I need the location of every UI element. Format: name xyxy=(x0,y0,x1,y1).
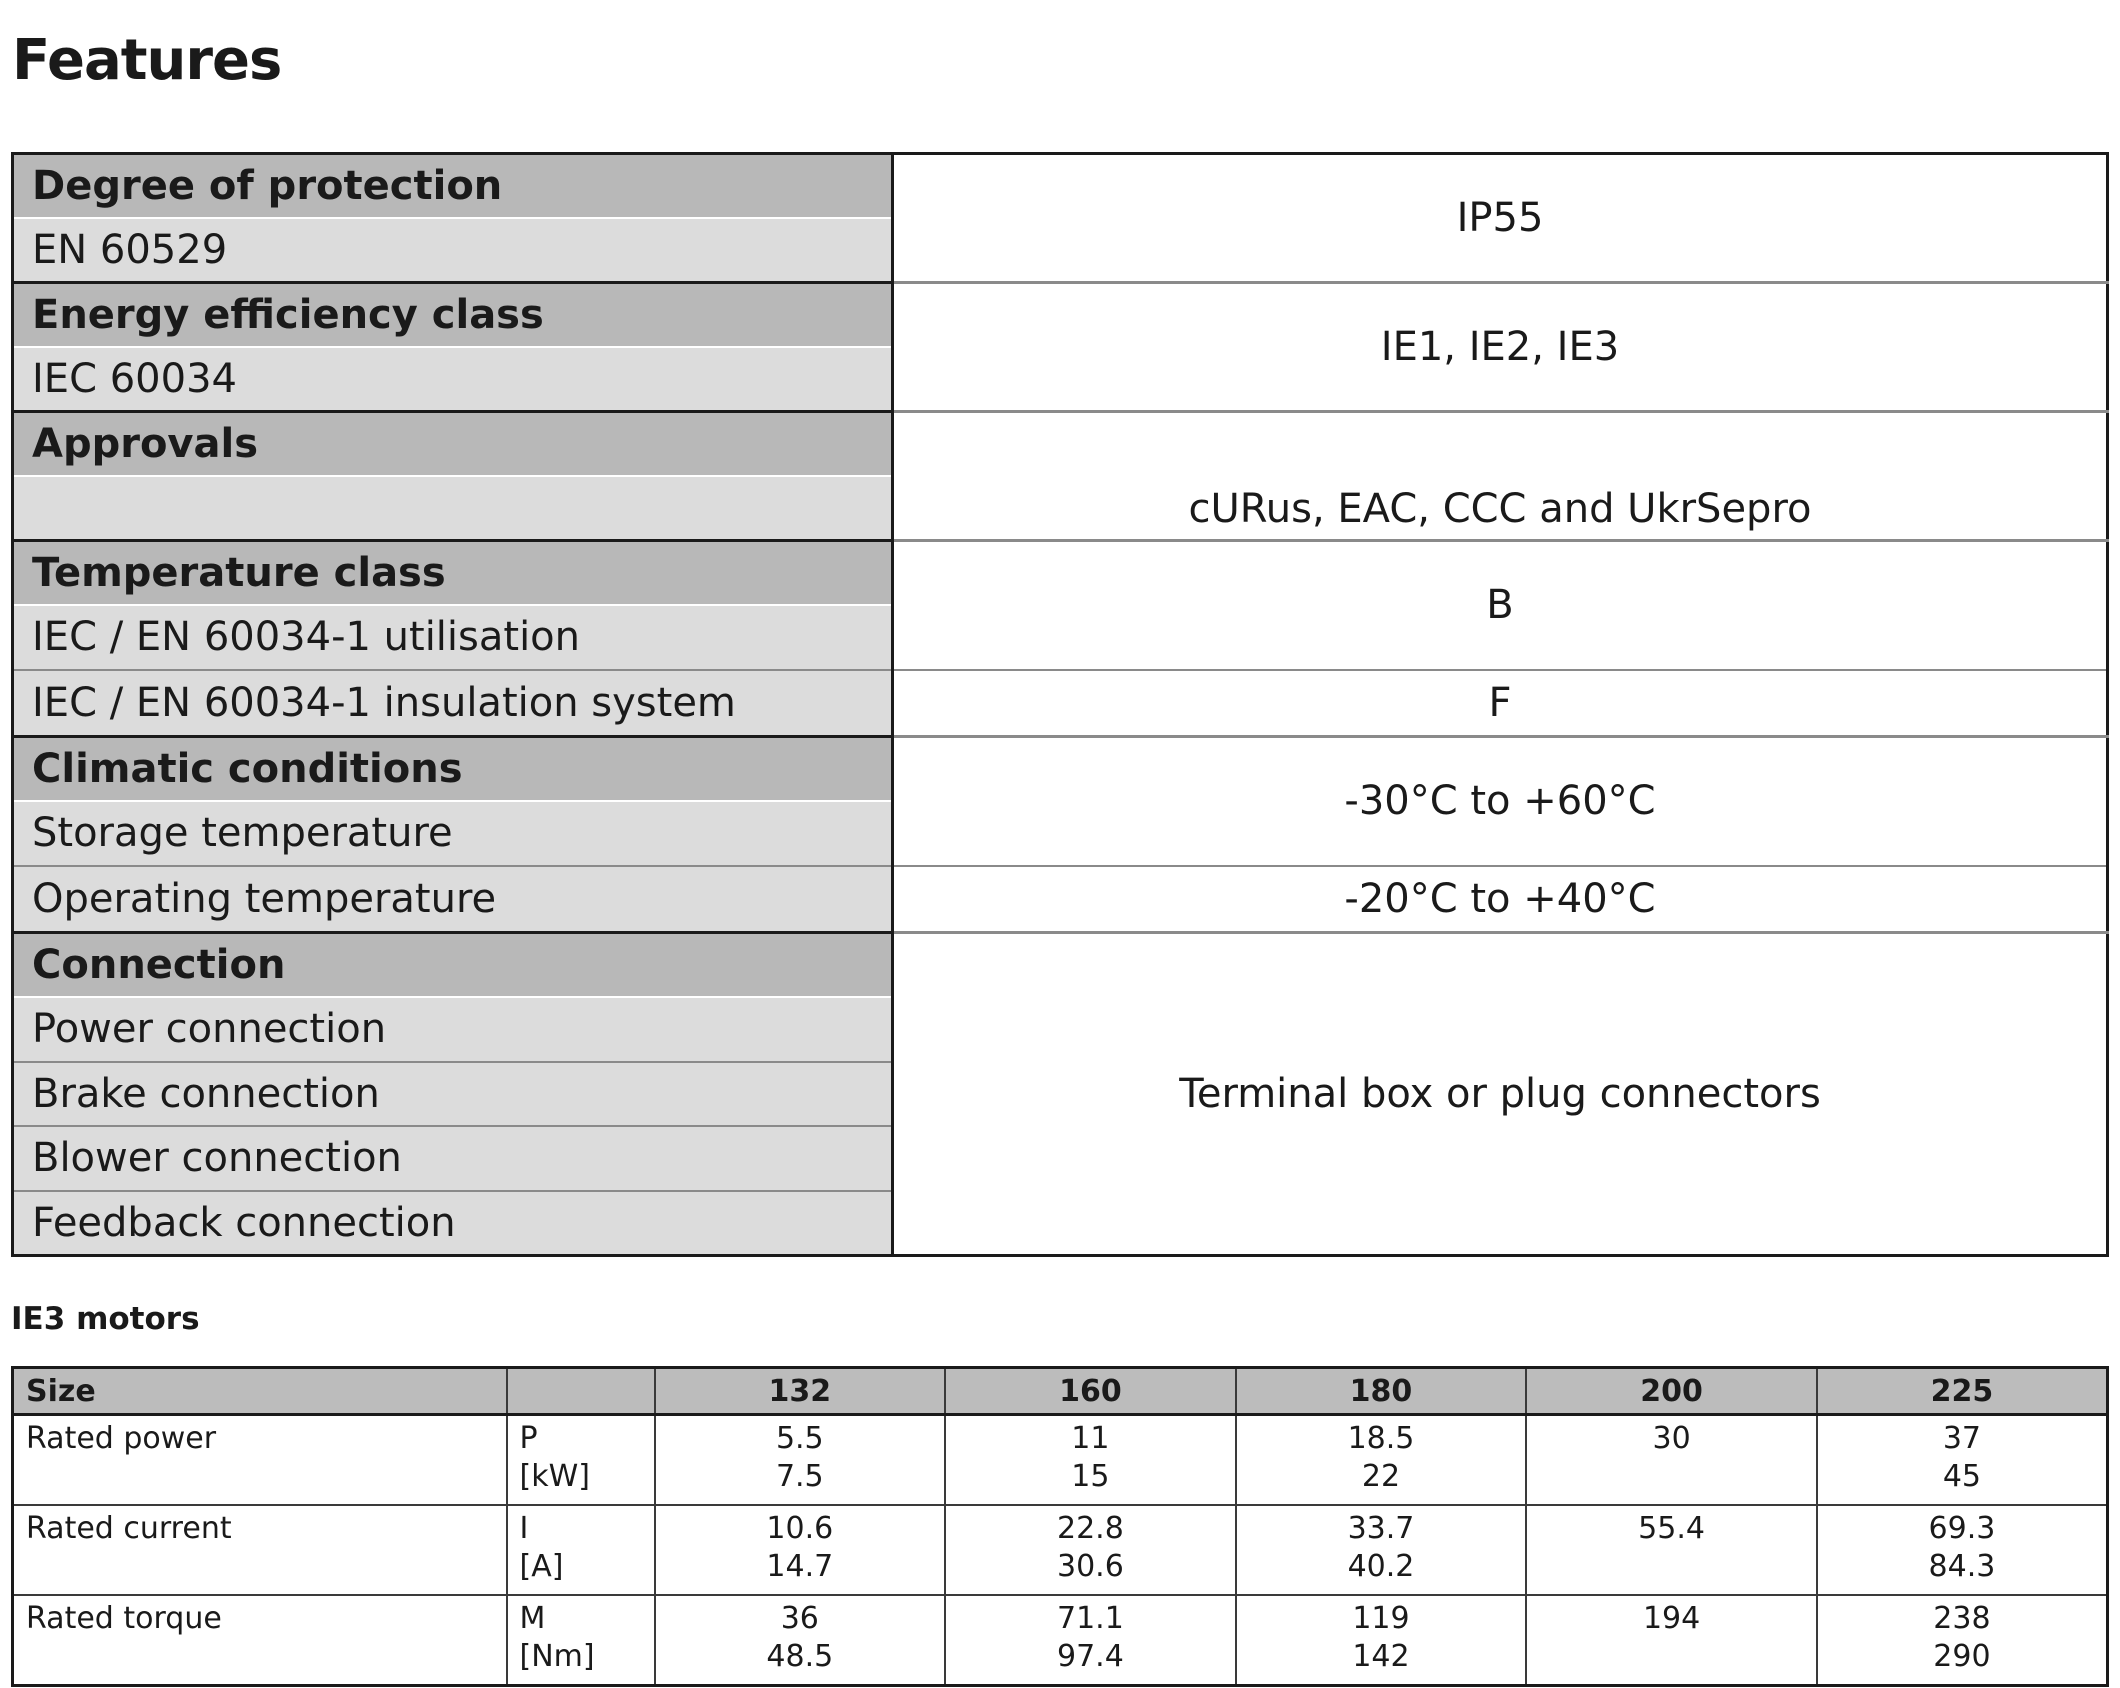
table-cell xyxy=(945,1415,1236,1506)
feature-label: Feedback connection xyxy=(13,1191,893,1256)
cell-value: 11 xyxy=(1071,1421,1110,1456)
cell-value: 40.2 xyxy=(1347,1549,1415,1584)
cell-value: 18.5 xyxy=(1347,1421,1415,1456)
group-efficiency-header xyxy=(13,283,2108,348)
table-cell xyxy=(1817,1415,2108,1506)
row-label: Rated current xyxy=(13,1505,507,1595)
cell-value xyxy=(1527,1458,1816,1496)
table-cell xyxy=(1236,1505,1527,1595)
cell-value: 30.6 xyxy=(1056,1549,1124,1584)
row-label: Rated power xyxy=(13,1415,507,1506)
table-cell xyxy=(945,1505,1236,1595)
group-label: Degree of protection xyxy=(13,154,893,219)
group-label: Approvals xyxy=(13,412,893,477)
cell-value: 36 xyxy=(780,1601,819,1636)
symbol: M xyxy=(519,1601,546,1636)
table-row xyxy=(13,1415,2108,1506)
group-connection-header xyxy=(13,933,2108,998)
row-label: Rated torque xyxy=(13,1595,507,1686)
table-cell xyxy=(1236,1595,1527,1686)
group-label: Energy efficiency class xyxy=(13,283,893,348)
cell-value xyxy=(1527,1638,1816,1676)
group-degree-header xyxy=(13,154,2108,219)
table-cell xyxy=(1526,1415,1817,1506)
feature-label: EN 60529 xyxy=(13,218,893,283)
table-cell xyxy=(1817,1505,2108,1595)
table-cell xyxy=(1236,1415,1527,1506)
column-header: 160 xyxy=(945,1368,1236,1415)
symbol: I xyxy=(519,1511,529,1546)
cell-value: 15 xyxy=(1071,1459,1110,1494)
table-cell xyxy=(655,1415,946,1506)
cell-value: 69.3 xyxy=(1928,1511,1996,1546)
cell-value: 238 xyxy=(1933,1601,1991,1636)
column-header: 180 xyxy=(1236,1368,1527,1415)
feature-label: Power connection xyxy=(13,997,893,1062)
cell-value: 48.5 xyxy=(766,1639,834,1674)
cell-value: 45 xyxy=(1942,1459,1982,1494)
feature-label: IEC 60034 xyxy=(13,347,893,412)
cell-value: 33.7 xyxy=(1347,1511,1415,1546)
table-cell xyxy=(655,1505,946,1595)
ie3-motors-table xyxy=(11,1366,2109,1687)
row-unit xyxy=(507,1505,655,1595)
table-row xyxy=(13,1505,2108,1595)
column-header: Size xyxy=(13,1368,507,1415)
column-header: 225 xyxy=(1817,1368,2108,1415)
cell-value: 10.6 xyxy=(766,1511,834,1546)
table-cell xyxy=(945,1595,1236,1686)
feature-label: IEC / EN 60034-1 insulation system xyxy=(13,670,893,737)
table-cell xyxy=(1817,1595,2108,1686)
cell-value: 22.8 xyxy=(1056,1511,1124,1546)
group-label: Connection xyxy=(13,933,893,998)
feature-label: Operating temperature xyxy=(13,866,893,933)
cell-value: 37 xyxy=(1942,1421,1982,1456)
table-header-row xyxy=(13,1368,2108,1415)
feature-label: Brake connection xyxy=(13,1062,893,1127)
group-temperature-header xyxy=(13,541,2108,606)
table-cell xyxy=(1526,1505,1817,1595)
group-label: Temperature class xyxy=(13,541,893,606)
table-row xyxy=(13,1595,2108,1686)
cell-value: 7.5 xyxy=(775,1459,824,1494)
feature-value: B xyxy=(893,541,2108,670)
feature-row xyxy=(13,866,2108,933)
feature-value: -20°C to +40°C xyxy=(893,866,2108,933)
group-label: Climatic conditions xyxy=(13,737,893,802)
cell-value: 71.1 xyxy=(1056,1601,1124,1636)
cell-value: 119 xyxy=(1352,1601,1410,1636)
column-header: 200 xyxy=(1526,1368,1817,1415)
column-header xyxy=(507,1368,655,1415)
column-header: 132 xyxy=(655,1368,946,1415)
cell-value xyxy=(1527,1548,1816,1586)
feature-label xyxy=(13,476,893,541)
cell-value: 142 xyxy=(1352,1639,1410,1674)
cell-value: 55.4 xyxy=(1638,1511,1705,1546)
unit: [kW] xyxy=(519,1459,590,1494)
row-unit xyxy=(507,1415,655,1506)
features-table xyxy=(11,152,2109,1257)
feature-value: IE1, IE2, IE3 xyxy=(893,283,2108,412)
feature-label: IEC / EN 60034-1 utilisation xyxy=(13,605,893,670)
unit: [Nm] xyxy=(519,1639,595,1674)
cell-value: 22 xyxy=(1361,1459,1401,1494)
feature-value: Terminal box or plug connectors xyxy=(893,933,2108,1256)
cell-value: 194 xyxy=(1642,1601,1701,1636)
feature-row xyxy=(13,670,2108,737)
cell-value: 84.3 xyxy=(1928,1549,1996,1584)
group-climatic-header xyxy=(13,737,2108,802)
cell-value: 97.4 xyxy=(1056,1639,1124,1674)
cell-value: 5.5 xyxy=(775,1421,824,1456)
cell-value: 290 xyxy=(1933,1639,1991,1674)
table-cell xyxy=(1526,1595,1817,1686)
feature-value: cURus, EAC, CCC and UkrSepro xyxy=(893,412,2108,541)
symbol: P xyxy=(519,1421,538,1456)
page-title: Features xyxy=(12,28,282,93)
feature-value: F xyxy=(893,670,2108,737)
table-cell xyxy=(655,1595,946,1686)
unit: [A] xyxy=(519,1549,564,1584)
feature-value: IP55 xyxy=(893,154,2108,283)
group-approvals-header xyxy=(13,412,2108,477)
feature-value: -30°C to +60°C xyxy=(893,737,2108,866)
row-unit xyxy=(507,1595,655,1686)
section-title: IE3 motors xyxy=(11,1301,200,1337)
feature-label: Blower connection xyxy=(13,1126,893,1191)
cell-value: 30 xyxy=(1652,1421,1691,1456)
feature-label: Storage temperature xyxy=(13,801,893,866)
cell-value: 14.7 xyxy=(766,1549,834,1584)
